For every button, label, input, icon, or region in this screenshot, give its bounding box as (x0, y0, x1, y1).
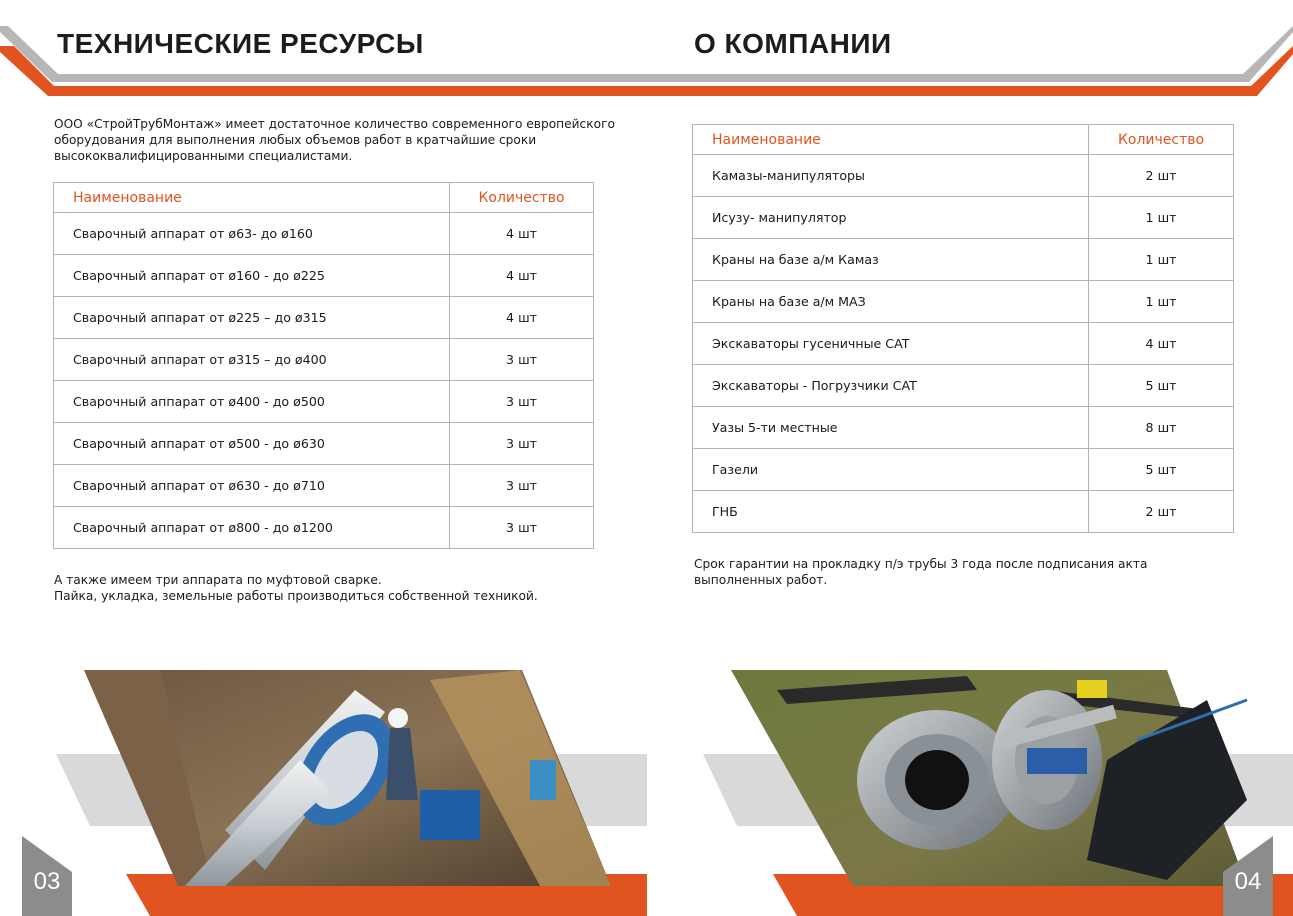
item-name: Камазы-манипуляторы (693, 155, 1089, 197)
page-number-badge (1223, 836, 1273, 916)
photo-block (647, 0, 1293, 916)
item-qty: 3 шт (450, 423, 594, 465)
item-qty: 4 шт (450, 213, 594, 255)
item-name: Краны на базе а/м МАЗ (693, 281, 1089, 323)
item-qty: 1 шт (1089, 281, 1234, 323)
item-name: ГНБ (693, 491, 1089, 533)
item-qty: 1 шт (1089, 197, 1234, 239)
page-number: 04 (1234, 868, 1262, 895)
item-qty: 2 шт (1089, 155, 1234, 197)
footnote-text: А также имеем три аппарата по муфтовой сварке. Пайка, укладка, земельные работы производиться собственной техникой. (54, 573, 538, 603)
item-qty: 1 шт (1089, 239, 1234, 281)
column-header-name: Наименование (54, 183, 450, 213)
item-name: Экскаваторы - Погрузчики CAT (693, 365, 1089, 407)
item-qty: 3 шт (450, 381, 594, 423)
page-title: ТЕХНИЧЕСКИЕ РЕСУРСЫ (57, 28, 424, 59)
item-name: Сварочный аппарат от ø225 – до ø315 (54, 297, 450, 339)
item-qty: 4 шт (450, 255, 594, 297)
item-name: Сварочный аппарат от ø800 - до ø1200 (54, 507, 450, 549)
item-name: Сварочный аппарат от ø500 - до ø630 (54, 423, 450, 465)
page-number-badge (22, 836, 72, 916)
pipe-welding-photo (731, 670, 1247, 886)
page-right (647, 0, 1293, 916)
page-title: О КОМПАНИИ (694, 28, 892, 59)
item-name: Краны на базе а/м Камаз (693, 239, 1089, 281)
item-name: Сварочный аппарат от ø315 – до ø400 (54, 339, 450, 381)
item-qty: 4 шт (1089, 323, 1234, 365)
column-header-qty: Количество (1089, 125, 1234, 155)
warranty-text: Срок гарантии на прокладку п/э трубы 3 года после подписания акта выполненных работ. (694, 557, 1148, 587)
item-qty: 5 шт (1089, 449, 1234, 491)
intro-text: ООО «СтройТрубМонтаж» имеет достаточное количество современного европейского оборудования для выполнения любых объемов работ в кратчайшие сроки высококвалифицированными специалистами. (54, 117, 615, 163)
item-qty: 2 шт (1089, 491, 1234, 533)
item-qty: 3 шт (450, 507, 594, 549)
item-name: Экскаваторы гусеничные CAT (693, 323, 1089, 365)
item-qty: 3 шт (450, 465, 594, 507)
column-header-name: Наименование (693, 125, 1089, 155)
item-name: Уазы 5-ти местные (693, 407, 1089, 449)
item-qty: 3 шт (450, 339, 594, 381)
item-qty: 8 шт (1089, 407, 1234, 449)
item-qty: 4 шт (450, 297, 594, 339)
column-header-qty: Количество (450, 183, 594, 213)
page-number: 03 (33, 868, 61, 895)
trench-photo (84, 670, 611, 886)
item-qty: 5 шт (1089, 365, 1234, 407)
item-name: Сварочный аппарат от ø400 - до ø500 (54, 381, 450, 423)
item-name: Газели (693, 449, 1089, 491)
item-name: Сварочный аппарат от ø63- до ø160 (54, 213, 450, 255)
item-name: Сварочный аппарат от ø160 - до ø225 (54, 255, 450, 297)
item-name: Сварочный аппарат от ø630 - до ø710 (54, 465, 450, 507)
item-name: Исузу- манипулятор (693, 197, 1089, 239)
